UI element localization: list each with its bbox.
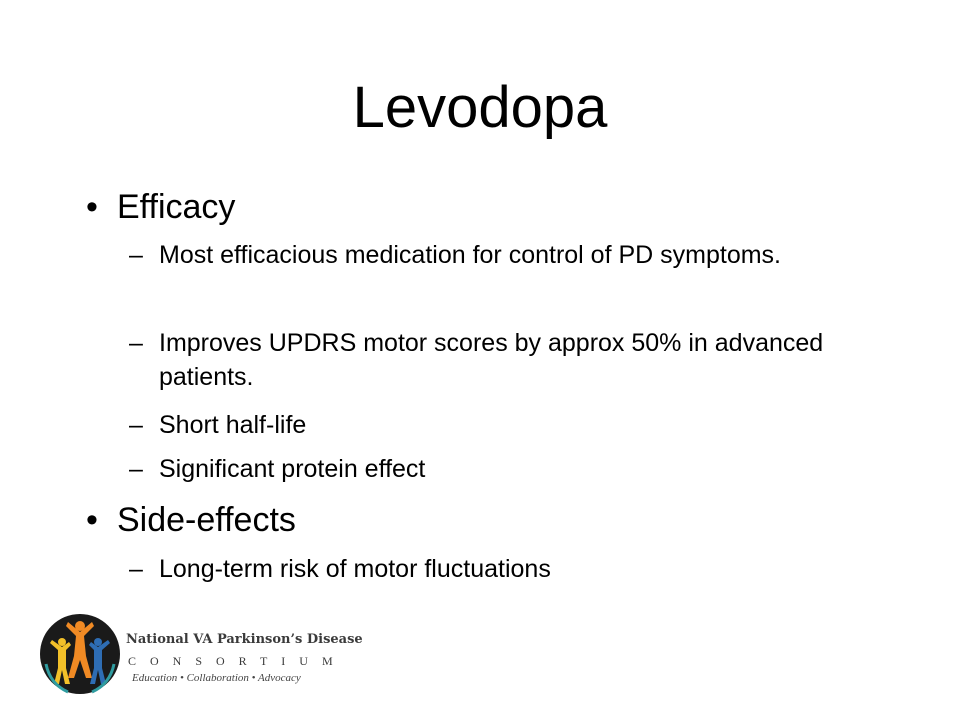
dash-marker: – xyxy=(129,329,143,357)
bullet-heading-efficacy: Efficacy xyxy=(117,188,236,226)
sub-bullet-text: Improves UPDRS motor scores by approx 50% in advanced patients. xyxy=(159,329,824,391)
sub-bullet xyxy=(129,238,829,272)
bullet-marker: • xyxy=(86,188,98,226)
bullet-heading-side-effects: Side-effects xyxy=(117,501,296,539)
dash-marker: – xyxy=(129,455,143,483)
sub-bullet xyxy=(129,326,829,394)
dash-marker: – xyxy=(129,411,143,439)
dash-marker: – xyxy=(129,555,143,583)
sub-bullet xyxy=(129,452,829,486)
sub-bullet xyxy=(129,552,829,586)
sub-bullet-text: Most efficacious medication for control of PD symptoms. xyxy=(159,241,781,269)
sub-bullet-text: Significant protein effect xyxy=(159,455,426,483)
logo-subtitle: CONSORTIUM xyxy=(128,654,347,668)
logo-tagline: Education • Collaboration • Advocacy xyxy=(132,672,301,684)
sub-bullet-text: Long-term risk of motor fluctuations xyxy=(159,555,551,583)
slide-title: Levodopa xyxy=(352,75,608,140)
sub-bullet-text: Short half-life xyxy=(159,411,307,439)
bullet-marker: • xyxy=(86,501,98,539)
consortium-logo-icon xyxy=(38,612,122,696)
logo-name: National VA Parkinson’s Disease xyxy=(126,632,363,647)
dash-marker: – xyxy=(129,241,143,269)
sub-bullet xyxy=(129,408,829,442)
